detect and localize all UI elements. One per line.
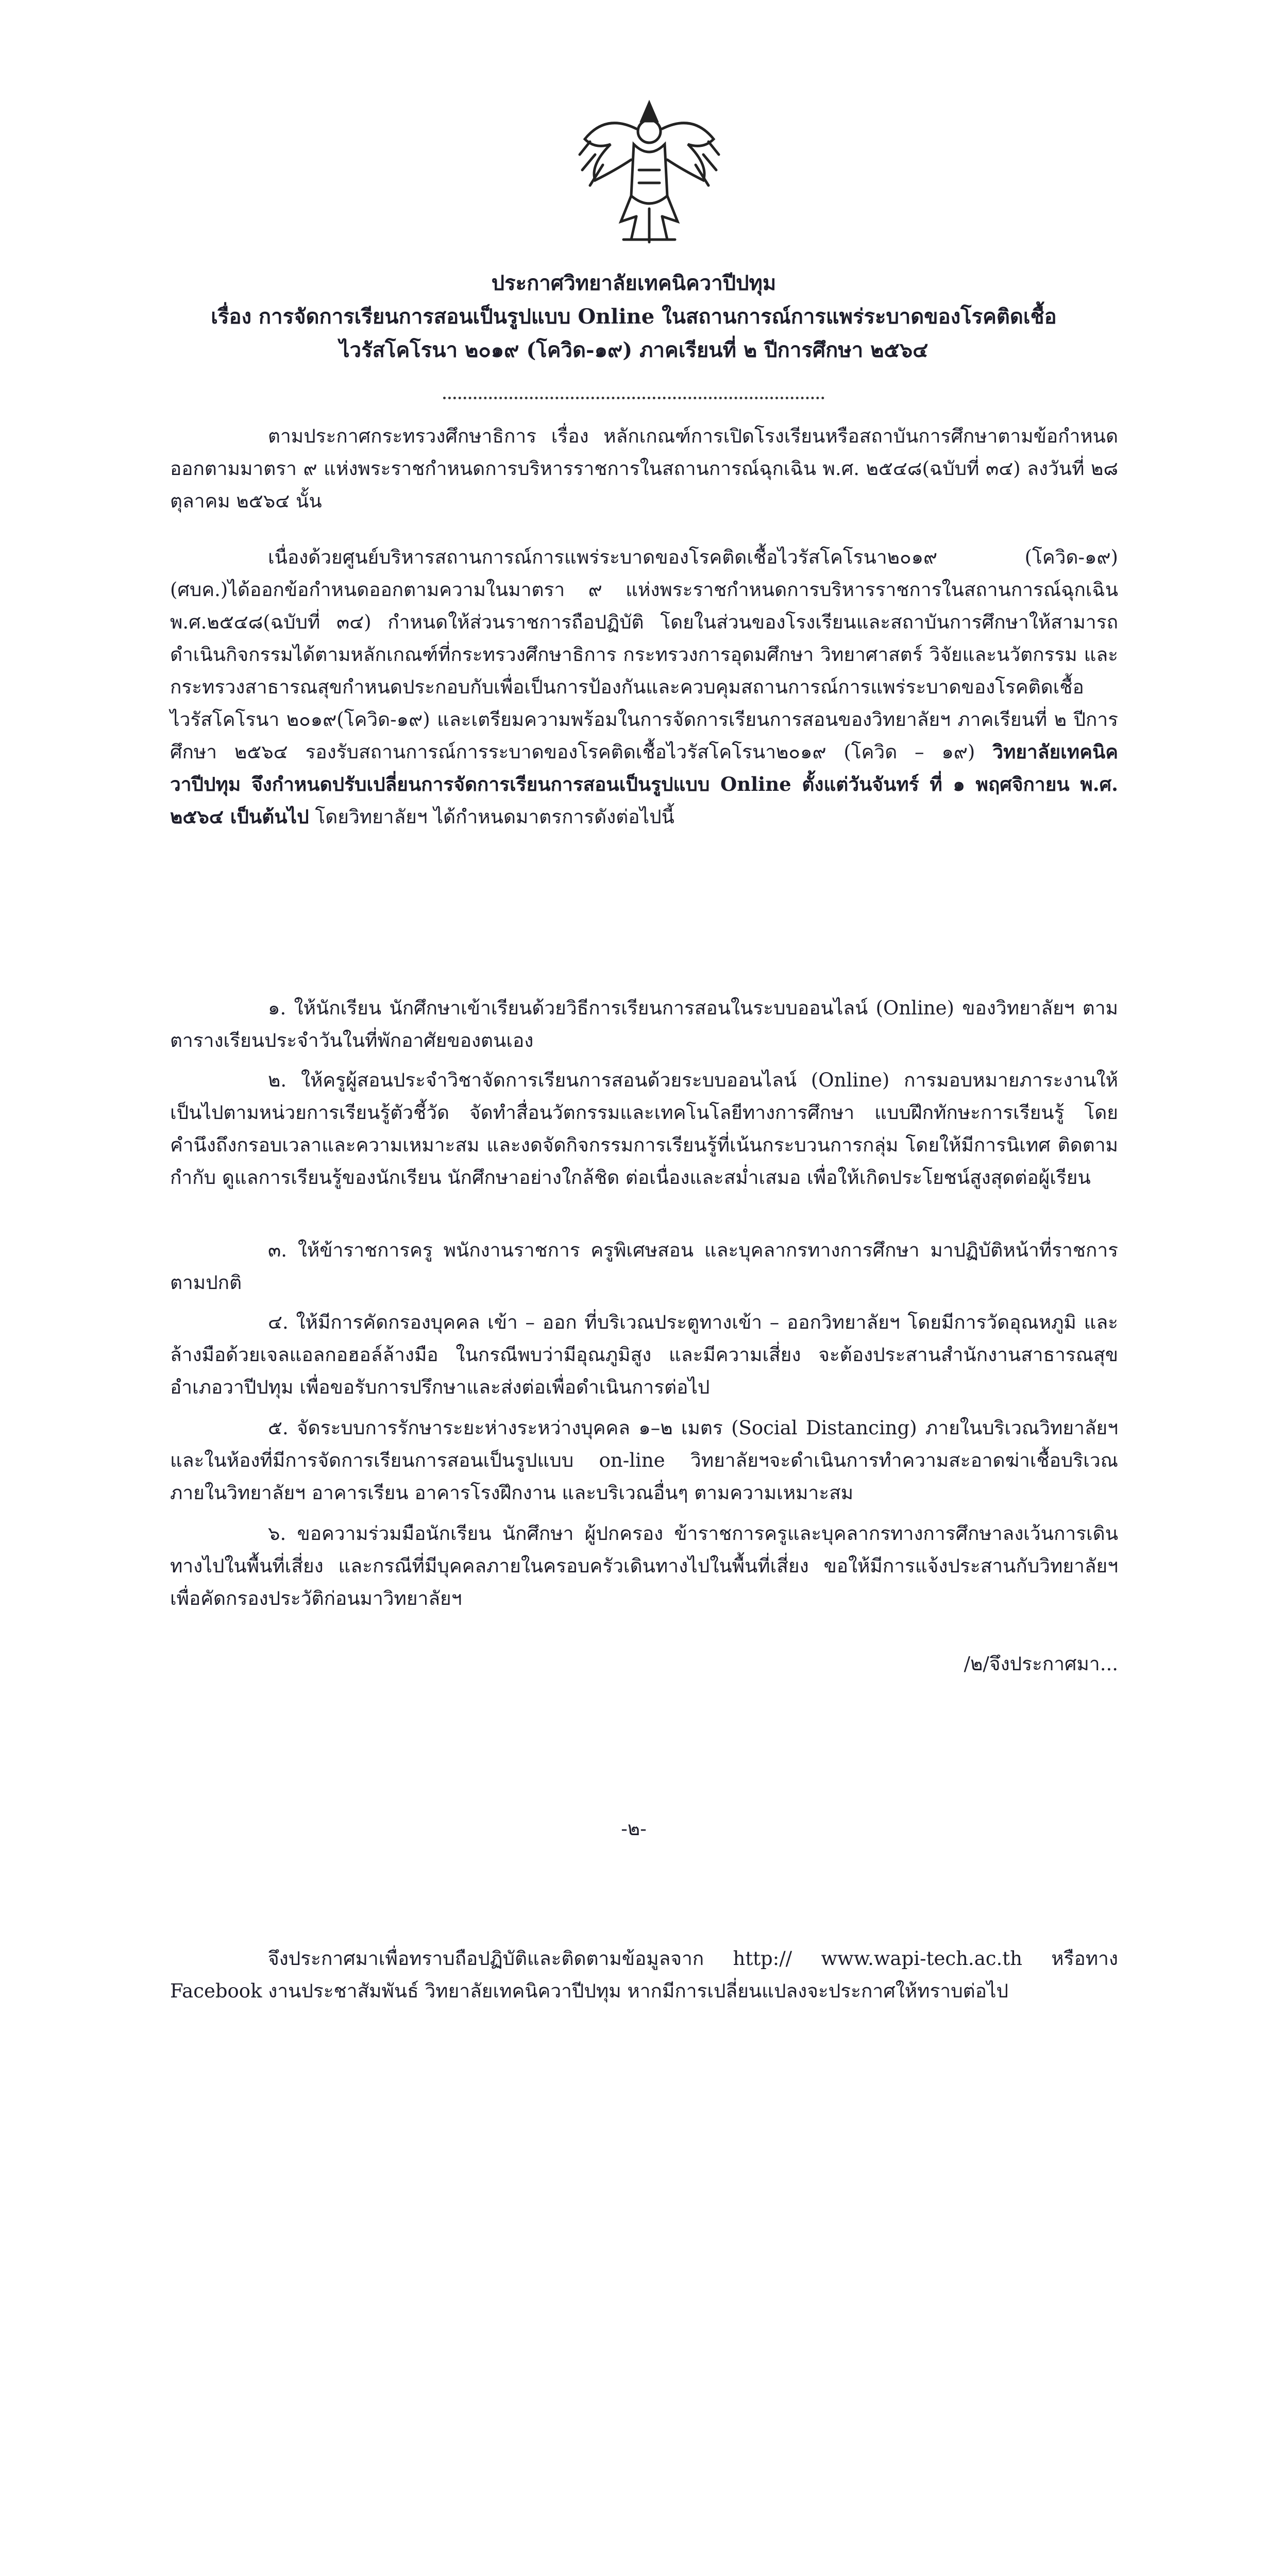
measure-item-3: ๓. ให้ข้าราชการครู พนักงานราชการ ครูพิเศษสอน และบุคลากรทางการศึกษา มาปฏิบัติหน้าที่ราชการตามปกติ bbox=[170, 1239, 1118, 1294]
measure-item-1: ๑. ให้นักเรียน นักศึกษาเข้าเรียนด้วยวิธีการเรียนการสอนในระบบออนไลน์ (Online) ของวิทยาลัยฯ ตามตารางเรียนประจำวันในที่พักอาศัยของตนเอง bbox=[170, 997, 1118, 1052]
paragraph-2 bbox=[170, 541, 1118, 833]
paragraph-1: ตามประกาศกระทรวงศึกษาธิการ เรื่อง หลักเกณฑ์การเปิดโรงเรียนหรือสถาบันการศึกษาตามข้อกำหนดออกตามมาตรา ๙ แห่งพระราชกำหนดการบริหารราชการในสถานการณ์ฉุกเฉิน พ.ศ. ๒๕๔๘(ฉบับที่ ๓๔) ลงวันที่ ๒๘ ตุลาคม ๒๕๖๔ นั้น bbox=[170, 425, 1118, 512]
measure-item-5: ๕. จัดระบบการรักษาระยะห่างระหว่างบุคคล ๑–๒ เมตร (Social Distancing) ภายในบริเวณวิทยาลัยฯ และในห้องที่มีการจัดการเรียนการสอนเป็นรูปแบบ on-line วิทยาลัยฯจะดำเนินการทำความสะอาดฆ่าเชื้อบริเวณภายในวิทยาลัยฯ อาคารเรียน อาคารโรงฝึกงาน และบริเวณอื่นๆ ตามความเหมาะสม bbox=[170, 1417, 1118, 1504]
paragraph-2-tail: โดยวิทยาลัยฯ ได้กำหนดมาตรการดังต่อไปนี้ bbox=[315, 806, 674, 828]
continued-note: /๒/จึงประกาศมา... bbox=[964, 1653, 1118, 1675]
measure-item-2: ๒. ให้ครูผู้สอนประจำวิชาจัดการเรียนการสอนด้วยระบบออนไลน์ (Online) การมอบหมายภาระงานให้เป็นไปตามหน่วยการเรียนรู้ตัวชี้วัด จัดทำสื่อนวัตกรรมและเทคโนโลยีทางการศึกษา แบบฝึกทักษะการเรียนรู้ โดยคำนึงถึงกรอบเวลาและความเหมาะสม และงดจัดกิจกรรมการเรียนรู้ที่เน้นกระบวนการกลุ่ม โดยให้มีการนิเทศ ติดตาม กำกับ ดูแลการเรียนรู้ของนักเรียน นักศึกษาอย่างใกล้ชิด ต่อเนื่องและสม่ำเสมอ เพื่อให้เกิดประโยชน์สูงสุดต่อผู้เรียน bbox=[170, 1069, 1118, 1189]
subject-line-2: ไวรัสโคโรนา ๒๐๑๙ (โควิด-๑๙) ภาคเรียนที่ ๒ ปีการศึกษา ๒๕๖๔ bbox=[339, 338, 929, 362]
paragraph-2-text: เนื่องด้วยศูนย์บริหารสถานการณ์การแพร่ระบาดของโรคติดเชื้อไวรัสโคโรนา๒๐๑๙ (โควิด-๑๙) (ศบค.)ได้ออกข้อกำหนดออกตามความในมาตรา ๙ แห่งพระราชกำหนดการบริหารราชการในสถานการณ์ฉุกเฉิน พ.ศ.๒๕๔๘(ฉบับที่ ๓๔) กำหนดให้ส่วนราชการถือปฏิบัติ โดยในส่วนของโรงเรียนและสถาบันการศึกษาให้สามารถดำเนินกิจกรรมได้ตามหลักเกณฑ์ที่กระทรวงศึกษาธิการ กระทรวงการอุดมศึกษา วิทยาศาสตร์ วิจัยและนวัตกรรม และกระทรวงสาธารณสุขกำหนดประกอบกับเพื่อเป็นการป้องกันและควบคุมสถานการณ์การแพร่ระบาดของโรคติดเชื้อไวรัสโคโรนา ๒๐๑๙(โควิด-๑๙) และเตรียมความพร้อมในการจัดการเรียนการสอนของวิทยาลัยฯ ภาคเรียนที่ ๒ ปีการศึกษา ๒๕๖๔ รองรับสถานการณ์การระบาดของโรคติดเชื้อไวรัสโคโรนา๒๐๑๙ (โควิด – ๑๙) bbox=[170, 546, 1118, 763]
paragraph-2-bold: วิทยาลัยเทคนิควาปีปทุม จึงกำหนดปรับเปลี่ยนการจัดการเรียนการสอนเป็นรูปแบบ Online ตั้งแต่วันจันทร์ ที่ ๑ พฤศจิกายน พ.ศ. ๒๕๖๔ เป็นต้นไป bbox=[170, 740, 1118, 828]
dotted-separator bbox=[443, 397, 824, 399]
garuda-emblem-icon bbox=[575, 93, 724, 247]
measure-item-6: ๖. ขอความร่วมมือนักเรียน นักศึกษา ผู้ปกครอง ข้าราชการครูและบุคลากรทางการศึกษาลงเว้นการเดินทางไปในพื้นที่เสี่ยง และกรณีที่มีบุคคลภายในครอบครัวเดินทางไปในพื้นที่เสี่ยง ขอให้มีการแจ้งประสานกับวิทยาลัยฯ เพื่อคัดกรองประวัติก่อนมาวิทยาลัยฯ bbox=[170, 1522, 1118, 1609]
final-paragraph: จึงประกาศมาเพื่อทราบถือปฏิบัติและติดตามข้อมูลจาก http:// www.wapi-tech.ac.th หรือทาง Facebook งานประชาสัมพันธ์ วิทยาลัยเทคนิควาปีปทุม หากมีการเปลี่ยนแปลงจะประกาศให้ทราบต่อไป bbox=[170, 1947, 1118, 2002]
subject-line-1: เรื่อง การจัดการเรียนการสอนเป็นรูปแบบ Online ในสถานการณ์การแพร่ระบาดของโรคติดเชื้อ bbox=[211, 304, 1057, 329]
org-title: ประกาศวิทยาลัยเทคนิควาปีปทุม bbox=[491, 271, 777, 295]
page-number: -๒- bbox=[621, 1818, 647, 1840]
measure-item-4: ๔. ให้มีการคัดกรองบุคคล เข้า – ออก ที่บริเวณประตูทางเข้า – ออกวิทยาลัยฯ โดยมีการวัดอุณหภูมิ และล้างมือด้วยเจลแอลกอฮอล์ล้างมือ ในกรณีพบว่ามีอุณภูมิสูง และมีความเสี่ยง จะต้องประสานสำนักงานสาธารณสุขอำเภอวาปีปทุม เพื่อขอรับการปรึกษาและส่งต่อเพื่อดำเนินการต่อไป bbox=[170, 1311, 1118, 1398]
